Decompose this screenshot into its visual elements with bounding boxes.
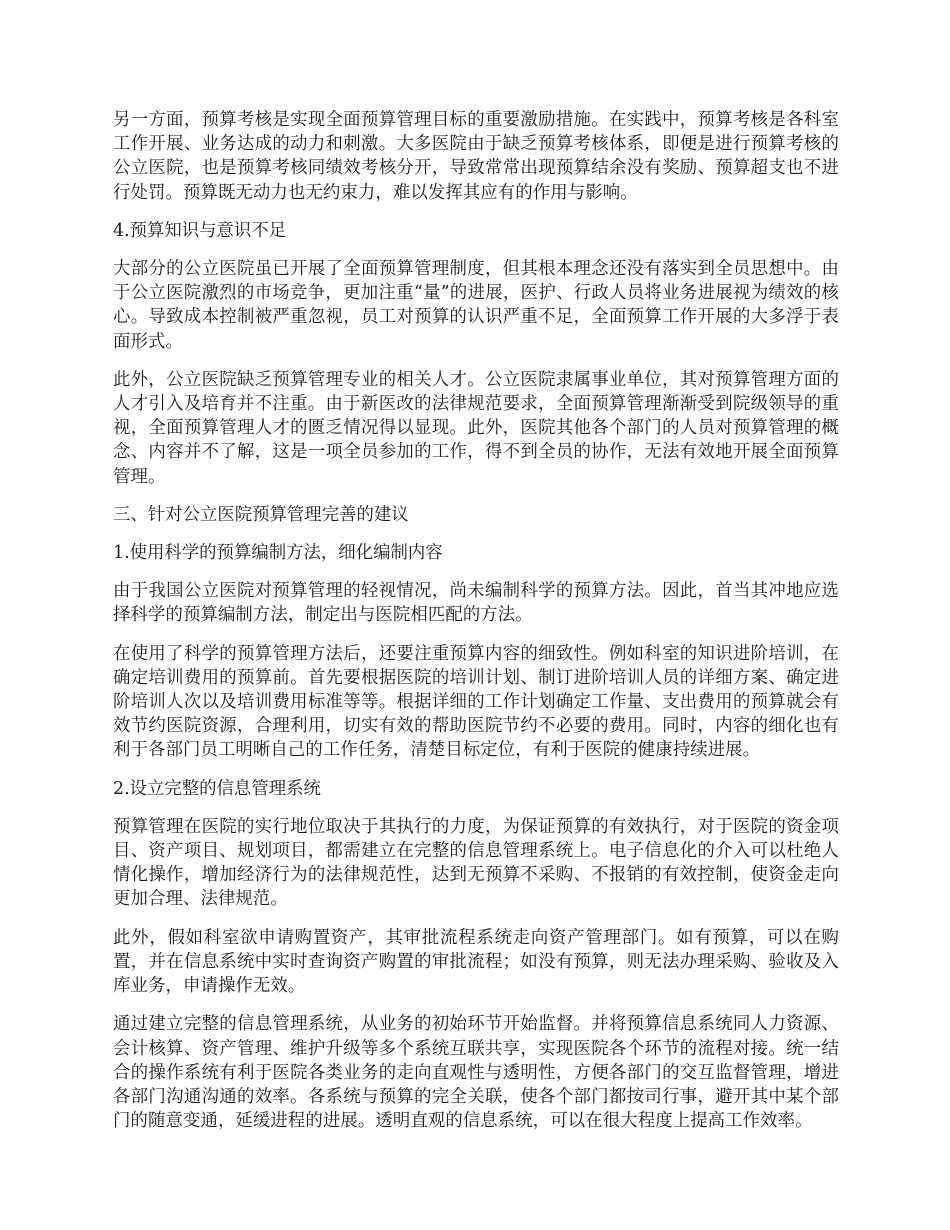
heading-section-three: 三、针对公立医院预算管理完善的建议 [113,504,409,525]
heading-info-system: 2.设立完整的信息管理系统 [113,778,321,799]
paragraph-asset-purchase: 此外，假如科室欲申请购置资产，其审批流程系统走向资产管理部门。如有预算，可以在购置，并在信息系统中实时查询资产购置的审批流程；如没有预算，则无法办理采购、验收及入库业务，申请操作无效。 [113,927,839,997]
heading-scientific-method: 1.使用科学的预算编制方法，细化编制内容 [113,543,443,564]
paragraph-budget-assessment: 另一方面，预算考核是实现全面预算管理目标的重要激励措施。在实践中，预算考核是各科室工作开展、业务达成的动力和刺激。大多医院由于缺乏预算考核体系，即便是进行预算考核的公立医院，也是预算考核同绩效考核分开，导致常常出现预算结余没有奖励、预算超支也不进行处罚。预算既无动力也无约束力，难以发挥其应有的作用与影响。 [113,110,839,203]
heading-budget-knowledge: 4.预算知识与意识不足 [113,220,287,241]
paragraph-talent-shortage: 此外，公立医院缺乏预算管理专业的相关人才。公立医院隶属事业单位，其对预算管理方面的人才引入及培育并不注重。由于新医改的法律规范要求，全面预算管理渐渐受到院级领导的重视，全面预算管理人才的匮乏情况得以显现。此外，医院其他各个部门的人员对预算管理的概念、内容并不了解，这是一项全员参加的工作，得不到全员的协作，无法有效地开展全面预算管理。 [113,369,839,487]
paragraph-integrated-system: 通过建立完整的信息管理系统，从业务的初始环节开始监督。并将预算信息系统同人力资源、会计核算、资产管理、维护升级等多个系统互联共享，实现医院各个环节的流程对接。统一结合的操作系统有利于医院各类业务的走向直观性与透明性，方便各部门的交互监督管理，增进各部门沟通沟通的效率。各系统与预算的完全关联，使各个部门都按司行事，避开其中某个部门的随意变通，延缓进程的进展。透明直观的信息系统，可以在很大程度上提高工作效率。 [113,1014,839,1132]
paragraph-info-system: 预算管理在医院的实行地位取决于其执行的力度，为保证预算的有效执行，对于医院的资金项目、资产项目、规划项目，都需建立在完整的信息管理系统上。电子信息化的介入可以杜绝人情化操作，增加经济行为的法律规范性，达到无预算不采购、不报销的有效控制，使资金走向更加合理、法律规范。 [113,816,839,910]
document-page [113,108,839,1147]
paragraph-scientific-method: 由于我国公立医院对预算管理的轻视情况，尚未编制科学的预算方法。因此，首当其冲地应选择科学的预算编制方法，制定出与医院相匹配的方法。 [113,581,839,626]
paragraph-budget-awareness: 大部分的公立医院虽已开展了全面预算管理制度，但其根本理念还没有落实到全员思想中。由于公立医院激烈的市场竞争，更加注重“量”的进展，医护、行政人员将业务进展视为绩效的核心。导致成本控制被严重忽视，员工对预算的认识严重不足，全面预算工作开展的大多浮于表面形式。 [113,259,839,352]
paragraph-detailed-content: 在使用了科学的预算管理方法后，还要注重预算内容的细致性。例如科室的知识进阶培训，在确定培训费用的预算前。首先要根据医院的培训计划、制订进阶培训人员的详细方案、确定进阶培训人次以及培训费用标准等等。根据详细的工作计划确定工作量、支出费用的预算就会有效节约医院资源，合理利用，切实有效的帮助医院节约不必要的费用。同时，内容的细化也有利于各部门员工明晰自己的工作任务，清楚目标定位，有利于医院的健康持续进展。 [113,643,839,761]
